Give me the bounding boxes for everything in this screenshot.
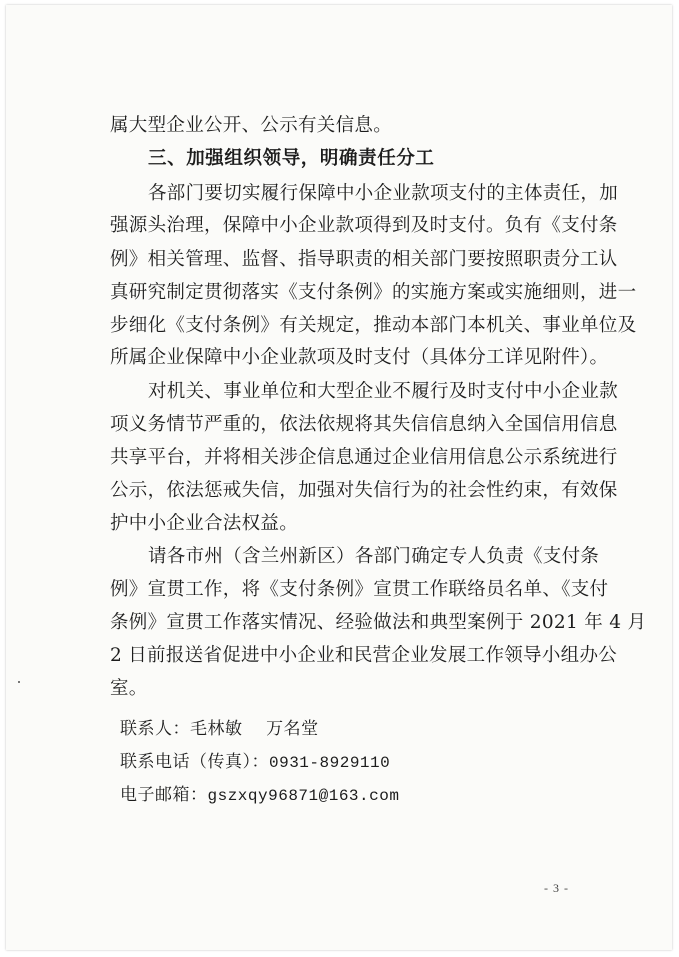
body-line-16: 条例》宣贯工作落实情况、经验做法和典型案例于 2021 年 4 月 (110, 612, 647, 633)
body-line-12: 公示，依法惩戒失信，加强对失信行为的社会性约束，有效保 (110, 480, 618, 501)
section-heading: 三、加强组织领导，明确责任分工 (148, 148, 435, 169)
body-line-5: 例》相关管理、监督、指导职责的相关部门要按照职责分工认 (110, 249, 618, 270)
body-line-15: 例》宣贯工作，将《支付条例》宣贯工作联络员名单、《支付 (110, 579, 609, 600)
body-line-6: 真研究制定贯彻落实《支付条例》的实施方案或实施细则，进一 (110, 282, 637, 303)
contact-email-row (120, 784, 399, 807)
body-line-7: 步细化《支付条例》有关规定，推动本部门本机关、事业单位及 (110, 315, 637, 336)
body-line-11: 共享平台，并将相关涉企信息通过企业信用信息公示系统进行 (110, 447, 618, 468)
contact-phone-label: 联系电话（传真）： (120, 752, 269, 772)
page-number: - 3 - (544, 881, 569, 895)
body-line-14: 请各市州（含兰州新区）各部门确定专人负责《支付条 (148, 546, 600, 567)
body-line-3: 各部门要切实履行保障中小企业款项支付的主体责任，加 (148, 183, 619, 204)
contact-person-label: 联系人： (120, 719, 190, 739)
contact-phone-row (120, 751, 390, 774)
body-line-10: 项义务情节严重的，依法依规将其失信信息纳入全国信用信息 (110, 414, 618, 435)
document-page (6, 5, 672, 950)
body-line-1: 属大型企业公开、公示有关信息。 (110, 115, 393, 136)
contact-email-label: 电子邮箱： (120, 785, 208, 805)
contact-person-row (120, 718, 319, 740)
contact-person-value: 毛林敏 万名堂 (190, 719, 319, 739)
body-line-18: 室。 (110, 678, 148, 699)
body-line-4: 强源头治理，保障中小企业款项得到及时支付。负有《支付条 (110, 215, 618, 236)
body-line-9: 对机关、事业单位和大型企业不履行及时支付中小企业款 (148, 381, 619, 402)
scan-speck (18, 681, 20, 683)
contact-email-value: gszxqy96871@163.com (207, 787, 400, 805)
contact-phone-value: 0931-8929110 (269, 754, 391, 772)
body-line-8: 所属企业保障中小企业款项及时支付（具体分工详见附件）。 (110, 347, 609, 368)
body-line-17: 2 日前报送省促进中小企业和民营企业发展工作领导小组办公 (110, 645, 618, 666)
body-line-13: 护中小企业合法权益。 (110, 513, 299, 534)
